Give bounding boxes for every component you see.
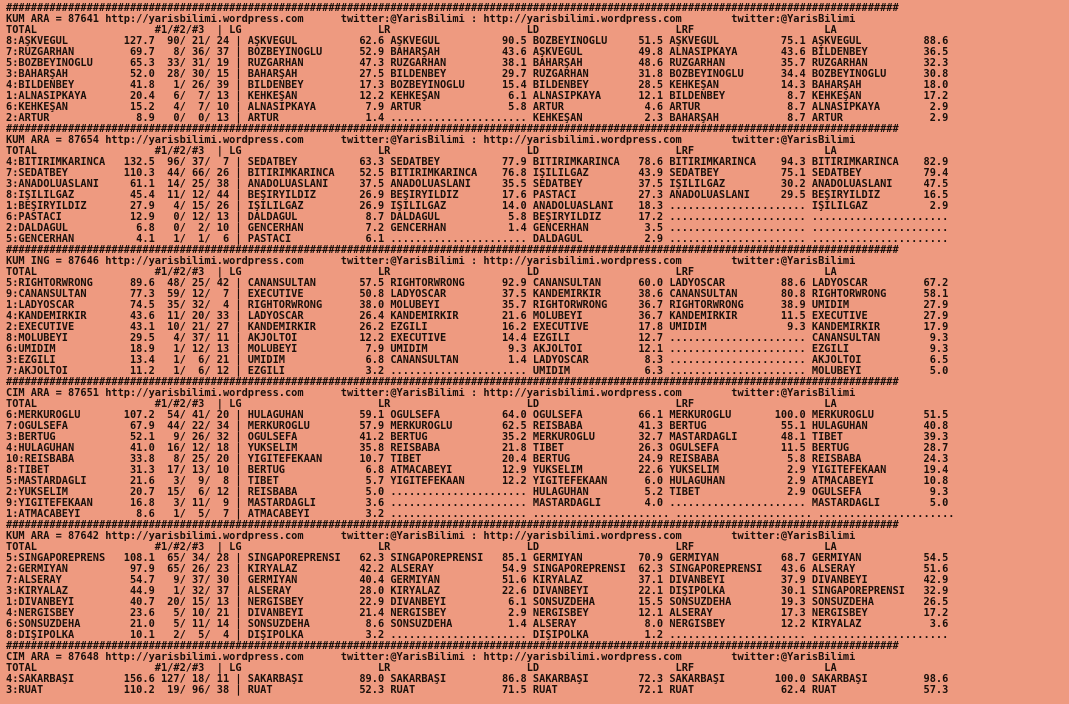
text-line: 4:NERGİSBEY 23.6 5/ 10/ 21 | DİVANBEYİ 21.4 NERGİSBEY 2.9 NERGİSBEY 12.1 ALSERAY 17.3 NERGİSBEY 17.2: [6, 608, 949, 619]
text-line: 5:MASTARDAĞLI 21.6 3/ 9/ 8 | TİBET 5.7 YİĞİTEFEKAAN 12.2 YİĞİTEFEKAAN 6.0 HÜLAGÜHAN 2.9 ATMACABEYİ 10.8: [6, 476, 949, 487]
text-line: 1:BEŞİRYILDIZ 27.9 4/ 15/ 26 | IŞILILGAZ 26.9 IŞILILGAZ 14.0 ANADOLUASLANI 18.3 ...................... IŞILILGAZ 2.9: [6, 201, 949, 212]
text-line: 8:MOLUBEYİ 29.5 4/ 37/ 11 | AKJOLTOI 12.2 EXECUTIVE 14.4 EZGİLİ 12.7 ...................... CANANSULTAN 9.3: [6, 333, 949, 344]
text-line: 4:HÜLAGÜHAN 41.0 16/ 12/ 18 | YÜKSELİM 35.8 REİSBABA 21.8 TİBET 26.3 OĞULSEFA 11.5 BERTUĞ 28.7: [6, 443, 949, 454]
text-line: 7:OĞULSEFA 67.9 44/ 22/ 34 | MERKÜROĞLU 57.9 MERKÜROĞLU 62.5 REİSBABA 41.3 BERTUĞ 55.1 HÜLAGÜHAN 40.8: [6, 421, 949, 432]
text-line: 9:YİĞİTEFEKAAN 16.8 3/ 11/ 9 | MASTARDAĞLI 3.6 ...................... MASTARDAĞLI 4.0 ...................... MASTARDAĞLI 5.0: [6, 498, 949, 509]
text-line: 4:BİLDENBEY 41.8 1/ 26/ 39 | BİLDENBEY 17.3 BOZBEYİNOĞLU 15.4 BİLDENBEY 28.5 KEHKEŞAN 14.3 BAHARŞAH 18.0: [6, 80, 949, 91]
text-line: CIM ARA = 87651 http://yarisbilimi.wordpress.com twitter:@YarisBilimi : http://yarisbilimi.wordpress.com twitter:@YarisBilimi: [6, 388, 856, 399]
text-line: KUM ING = 87646 http://yarisbilimi.wordpress.com twitter:@YarisBilimi : http://yarisbilimi.wordpress.com twitter:@YarisBilimi: [6, 256, 856, 267]
text-line: 8:AŞKVEGÜL 127.7 90/ 21/ 24 | AŞKVEGÜL 62.6 AŞKVEGÜL 90.5 BOZBEYİNOĞLU 51.5 AŞKVEGÜL 75.1 AŞKVEGÜL 88.6: [6, 36, 949, 47]
text-line: 8:TİBET 31.3 17/ 13/ 10 | BERTUĞ 6.8 ATMACABEYİ 12.9 YÜKSELİM 22.6 YÜKSELİM 2.9 YİĞİTEFEKAAN 19.4: [6, 465, 949, 476]
text-line: 3:ANADOLUASLANI 61.1 14/ 25/ 38 | ANADOLUASLANI 37.5 ANADOLUASLANI 35.5 SEDATBEY 37.5 IŞILILGAZ 30.2 ANADOLUASLANI 47.5: [6, 179, 949, 190]
text-line: 5:RIGHTORWRONG 89.6 48/ 25/ 42 | CANANSULTAN 57.5 RIGHTORWRONG 92.9 CANANSULTAN 60.0 LADYOSCAR 88.6 LADYOSCAR 67.2: [6, 278, 949, 289]
text-line: 3:KIRYALAZ 44.9 1/ 32/ 37 | ALSERAY 28.0 KIRYALAZ 22.6 DİVANBEYİ 22.1 DİŞİPOLKA 30.1 SİNGAPOREPRENSİ 32.9: [6, 586, 949, 597]
text-line: 5:SİNGAPOREPRENS 108.1 65/ 34/ 28 | SİNGAPOREPRENSİ 62.3 SİNGAPOREPRENSİ 85.1 GERMİYAN 70.9 GERMİYAN 68.7 GERMİYAN 54.5: [6, 553, 949, 564]
text-line: 1:LADYOSCAR 74.5 35/ 32/ 4 | RIGHTORWRONG 38.0 MOLUBEYİ 35.7 RIGHTORWRONG 36.7 RIGHTORWRONG 38.9 ÜMİDİM 27.9: [6, 300, 949, 311]
text-line: 2:ARTUR 8.9 0/ 0/ 13 | ARTUR 1.4 ...................... KEHKEŞAN 2.3 BAHARŞAH 8.7 ARTUR 2.9: [6, 113, 949, 124]
text-line: ################################################################################################################################################: [6, 3, 899, 14]
text-line: 6:MERKÜROĞLU 107.2 54/ 41/ 20 | HÜLAGÜHAN 59.1 OĞULSEFA 64.0 OĞULSEFA 66.1 MERKÜROĞLU 100.0 MERKÜROĞLU 51.5: [6, 410, 949, 421]
text-line: TOTAL #1/#2/#3 | LG LR LD LRF LA: [6, 663, 837, 674]
text-line: 2:YÜKSELİM 20.7 15/ 6/ 12 | REİSBABA 5.0 ...................... HÜLAGÜHAN 5.2 TİBET 2.9 OĞULSEFA 9.3: [6, 487, 949, 498]
text-line: KUM ARA = 87642 http://yarisbilimi.wordpress.com twitter:@YarisBilimi : http://yarisbilimi.wordpress.com twitter:@YarisBilimi: [6, 531, 856, 542]
text-line: 5:BOZBEYİNOĞLU 65.3 33/ 31/ 19 | RÜZGARHAN 47.3 RÜZGARHAN 38.1 BAHARŞAH 48.6 RÜZGARHAN 35.7 RÜZGARHAN 32.3: [6, 58, 949, 69]
text-line: 8:IŞILILGAZ 45.4 11/ 12/ 44 | BEŞİRYILDIZ 26.9 BEŞİRYILDIZ 17.6 PASTACI 27.3 ANADOLUASLANI 29.5 BEŞİRYILDIZ 16.5: [6, 190, 949, 201]
text-line: 10:REİSBABA 33.8 8/ 25/ 20 | YİĞİTEFEKAAN 10.7 TİBET 20.4 BERTUĞ 24.9 REİSBABA 5.8 REİSBABA 24.3: [6, 454, 949, 465]
text-line: 2:DALDAGÜL 6.8 0/ 2/ 10 | GENCERHAN 7.2 GENCERHAN 1.4 GENCERHAN 3.5 ...................... ......................: [6, 223, 949, 234]
text-line: 8:DİŞİPOLKA 10.1 2/ 5/ 4 | DİŞİPOLKA 3.2 ...................... DİŞİPOLKA 1.2 ...................... ......................: [6, 630, 949, 641]
text-line: 7:RÜZGARHAN 69.7 8/ 36/ 37 | BOZBEYİNOĞLU 52.9 BAHARŞAH 43.6 AŞKVEGÜL 49.8 ALNASİPKAYA 43.6 BİLDENBEY 36.5: [6, 47, 949, 58]
text-line: 2:EXECUTIVE 43.1 10/ 21/ 27 | KANDEMİRKIR 26.2 EZGİLİ 16.2 EXECUTIVE 17.8 ÜMİDİM 9.3 KANDEMİRKIR 17.9: [6, 322, 949, 333]
text-line: 6:ÜMİDİM 18.9 1/ 12/ 13 | MOLUBEYİ 7.9 ÜMİDİM 9.3 AKJOLTOI 12.1 ...................... EZGİLİ 9.3: [6, 344, 949, 355]
text-line: 3:EZGİLİ 13.4 1/ 6/ 21 | ÜMİDİM 6.8 CANANSULTAN 1.4 LADYOSCAR 8.3 ...................... AKJOLTOI 6.5: [6, 355, 949, 366]
text-line: 7:AKJOLTOI 11.2 1/ 6/ 12 | EZGİLİ 3.2 ...................... ÜMİDİM 6.3 ...................... MOLUBEYİ 5.0: [6, 366, 949, 377]
text-line: KUM ARA = 87641 http://yarisbilimi.wordpress.com twitter:@YarisBilimi : http://yarisbilimi.wordpress.com twitter:@YarisBilimi: [6, 14, 856, 25]
text-line: ################################################################################################################################################: [6, 124, 899, 135]
text-line: TOTAL #1/#2/#3 | LG LR LD LRF LA: [6, 146, 837, 157]
text-line: 7:SEDATBEY 110.3 44/ 66/ 26 | BİTİRİMKARINCA 52.5 BİTİRİMKARINCA 76.8 IŞILILGAZ 43.9 SEDATBEY 75.1 SEDATBEY 79.4: [6, 168, 949, 179]
text-line: TOTAL #1/#2/#3 | LG LR LD LRF LA: [6, 399, 837, 410]
text-line: 4:KANDEMİRKIR 43.6 11/ 20/ 33 | LADYOSCAR 26.4 KANDEMİRKIR 21.6 MOLUBEYİ 36.7 KANDEMİRKIR 11.5 EXECUTIVE 27.9: [6, 311, 949, 322]
text-line: 1:DİVANBEYİ 40.7 20/ 15/ 13 | NERGİSBEY 22.9 DİVANBEYİ 6.1 SONSUZDEHA 15.5 SONSUZDEHA 19.3 SONSUZDEHA 26.5: [6, 597, 949, 608]
text-line: 3:RUAT 110.2 19/ 96/ 38 | RUAT 52.3 RUAT 71.5 RUAT 72.1 RUAT 62.4 RUAT 57.3: [6, 685, 949, 696]
text-line: 6:SONSUZDEHA 21.0 5/ 11/ 14 | SONSUZDEHA 8.6 SONSUZDEHA 1.4 ALSERAY 8.0 NERGİSBEY 12.2 KIRYALAZ 3.6: [6, 619, 949, 630]
text-line: 7:ALSERAY 54.7 9/ 37/ 30 | GERMİYAN 40.4 GERMİYAN 51.6 KIRYALAZ 37.1 DİVANBEYİ 37.9 DİVANBEYİ 42.9: [6, 575, 949, 586]
text-line: TOTAL #1/#2/#3 | LG LR LD LRF LA: [6, 267, 837, 278]
text-line: 4:SAKARBAŞI 156.6 127/ 18/ 11 | SAKARBAŞI 89.0 SAKARBAŞI 86.8 SAKARBAŞI 72.3 SAKARBAŞI 100.0 SAKARBAŞI 98.6: [6, 674, 949, 685]
text-line: 6:KEHKEŞAN 15.2 4/ 7/ 10 | ALNASİPKAYA 7.9 ARTUR 5.8 ARTUR 4.6 ARTUR 8.7 ALNASİPKAYA 2.9: [6, 102, 949, 113]
text-line: TOTAL #1/#2/#3 | LG LR LD LRF LA: [6, 25, 837, 36]
text-line: KUM ARA = 87654 http://yarisbilimi.wordpress.com twitter:@YarisBilimi : http://yarisbilimi.wordpress.com twitter:@YarisBilimi: [6, 135, 856, 146]
text-line: ################################################################################################################################################: [6, 520, 899, 531]
text-line: ################################################################################################################################################: [6, 377, 899, 388]
text-line: 3:BERTUĞ 52.1 9/ 26/ 32 | OĞULSEFA 41.2 BERTUĞ 35.2 MERKÜROĞLU 32.7 MASTARDAĞLI 48.1 TİBET 39.3: [6, 432, 949, 443]
text-line: ################################################################################################################################################: [6, 641, 899, 652]
text-line: 5:GENCERHAN 4.1 1/ 1/ 6 | PASTACI 6.1 ...................... DALDAGÜL 2.9 ...................... ......................: [6, 234, 949, 245]
text-line: 6:PASTACI 12.9 0/ 12/ 13 | DALDAGÜL 8.7 DALDAGÜL 5.8 BEŞİRYILDIZ 17.2 ...................... ......................: [6, 212, 949, 223]
text-line: TOTAL #1/#2/#3 | LG LR LD LRF LA: [6, 542, 837, 553]
text-line: 4:BİTİRİMKARINCA 132.5 96/ 37/ 7 | SEDATBEY 63.3 SEDATBEY 77.9 BİTİRİMKARINCA 78.6 BİTİRİMKARINCA 94.3 BİTİRİMKARINCA 82.9: [6, 157, 949, 168]
text-line: 2:GERMİYAN 97.9 65/ 26/ 23 | KIRYALAZ 42.2 ALSERAY 54.9 SİNGAPOREPRENSİ 62.3 SİNGAPOREPRENSİ 43.6 ALSERAY 51.6: [6, 564, 949, 575]
text-line: 1:ATMACABEYİ 8.6 1/ 5/ 7 | ATMACABEYİ 3.2 ...................... ...................... ...................... ......................: [6, 509, 955, 520]
text-line: 1:ALNASİPKAYA 20.4 6/ 7/ 13 | KEHKEŞAN 12.2 KEHKEŞAN 6.1 ALNASİPKAYA 12.1 BİLDENBEY 8.7 KEHKEŞAN 17.2: [6, 91, 949, 102]
text-line: CIM ARA = 87648 http://yarisbilimi.wordpress.com twitter:@YarisBilimi : http://yarisbilimi.wordpress.com twitter:@YarisBilimi: [6, 652, 856, 663]
text-line: ################################################################################################################################################: [6, 245, 899, 256]
text-line: 9:CANANSULTAN 77.3 59/ 12/ 7 | EXECUTIVE 50.8 LADYOSCAR 37.5 KANDEMİRKIR 38.6 CANANSULTAN 80.8 RIGHTORWRONG 58.1: [6, 289, 949, 300]
text-line: 3:BAHARŞAH 52.0 28/ 30/ 15 | BAHARŞAH 27.5 BİLDENBEY 29.7 RÜZGARHAN 31.8 BOZBEYİNOĞLU 34.4 BOZBEYİNOĞLU 30.8: [6, 69, 949, 80]
